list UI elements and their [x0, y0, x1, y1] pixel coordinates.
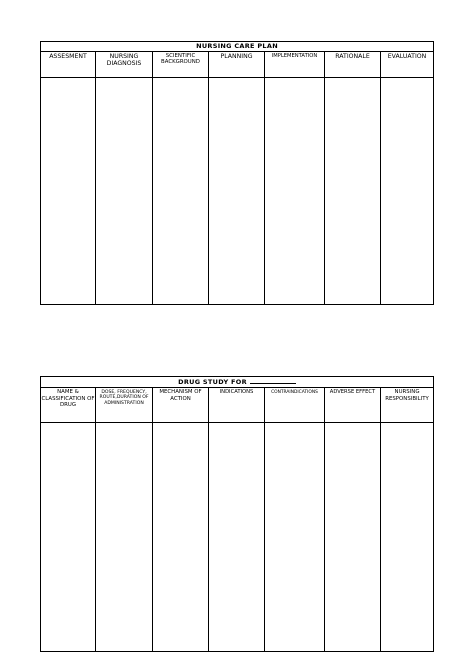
column-header-indications: INDICATIONS: [209, 388, 265, 423]
adverse-effect-entry-cell[interactable]: [325, 423, 381, 652]
column-header-adverse-effect: ADVERSE EFFECT: [325, 388, 381, 423]
scientific-background-entry-cell[interactable]: [153, 78, 209, 305]
nursing-responsibility-entry-cell[interactable]: [381, 423, 434, 652]
column-header-assessment: ASSESMENT: [41, 52, 96, 78]
drug-name-blank-line[interactable]: [250, 377, 296, 384]
column-header-mechanism-of-action: MECHANISM OF ACTION: [153, 388, 209, 423]
drug-study-table: [40, 376, 434, 652]
care-plan-title: NURSING CARE PLAN: [41, 42, 434, 52]
dose-frequency-entry-cell[interactable]: [96, 423, 153, 652]
column-header-name-classification: NAME & CLASSIFICATION OF DRUG: [41, 388, 96, 423]
column-header-planning: PLANNING: [209, 52, 265, 78]
drug-study-title-row: [41, 377, 434, 388]
column-header-nursing-responsibility: NURSING RESPONSIBILITY: [381, 388, 434, 423]
column-header-nursing-diagnosis: NURSING DIAGNOSIS: [96, 52, 153, 78]
column-header-evaluation: EVALUATION: [381, 52, 434, 78]
evaluation-entry-cell[interactable]: [381, 78, 434, 305]
implementation-entry-cell[interactable]: [265, 78, 325, 305]
mechanism-entry-cell[interactable]: [153, 423, 209, 652]
rationale-entry-cell[interactable]: [325, 78, 381, 305]
nursing-care-plan-table: [40, 41, 434, 305]
column-header-contraindications: CONTRAINDICATIONS: [265, 388, 325, 423]
planning-entry-cell[interactable]: [209, 78, 265, 305]
column-header-implementation: IMPLEMENTATION: [265, 52, 325, 78]
nursing-diagnosis-entry-cell[interactable]: [96, 78, 153, 305]
column-header-scientific-background: SCIENTIFIC BACKGROUND: [153, 52, 209, 78]
assessment-entry-cell[interactable]: [41, 78, 96, 305]
indications-entry-cell[interactable]: [209, 423, 265, 652]
name-classification-entry-cell[interactable]: [41, 423, 96, 652]
column-header-dose-frequency-route: DOSE, FREQUENCY, ROUTE,DURATION OF ADMINISTRATION: [96, 388, 153, 423]
drug-study-title: DRUG STUDY FOR: [178, 378, 247, 386]
contraindications-entry-cell[interactable]: [265, 423, 325, 652]
column-header-rationale: RATIONALE: [325, 52, 381, 78]
